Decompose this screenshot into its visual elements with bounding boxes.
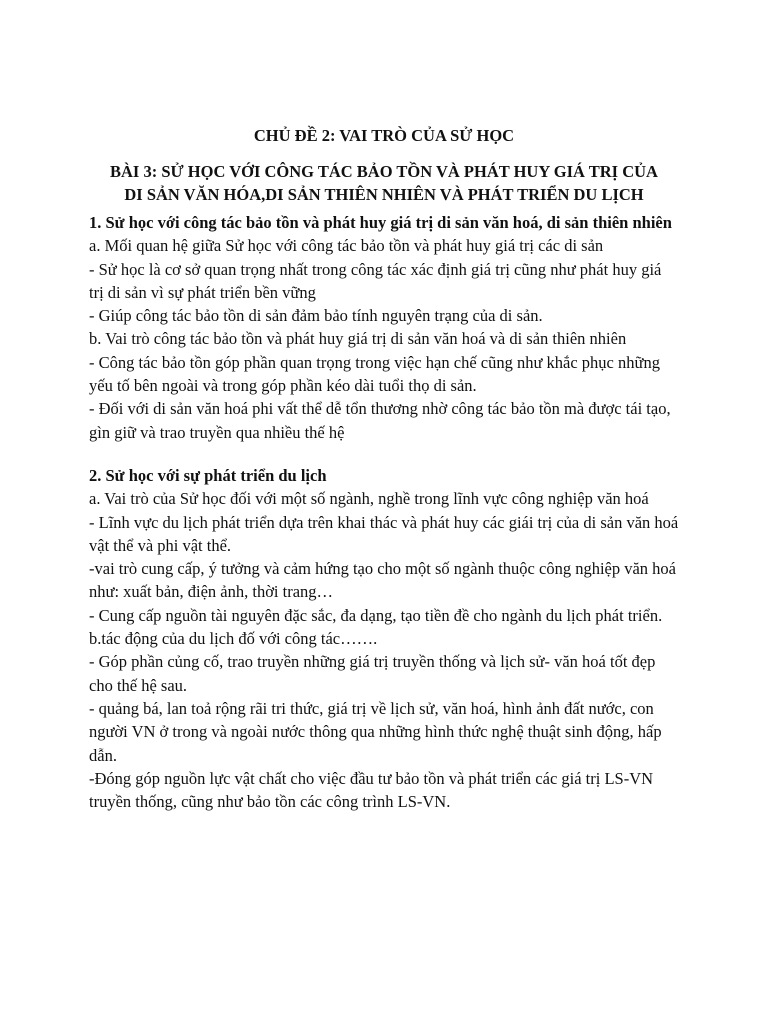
section2-paragraph: b.tác động của du lịch đố với công tác……. (89, 629, 378, 649)
section2-paragraph: - Góp phần củng cố, trao truyền những giá trị truyền thống và lịch sử- văn hoá tốt đẹp cho thế hệ sau. (89, 652, 656, 695)
section2-heading: 2. Sử học với sự phát triển du lịch (89, 465, 327, 485)
document-body (89, 211, 679, 813)
lesson-title-line1: BÀI 3: SỬ HỌC VỚI CÔNG TÁC BẢO TỒN VÀ PHÁT HUY GIÁ TRỊ CỦA (110, 162, 658, 181)
section1-heading: 1. Sử học với công tác bảo tồn và phát huy giá trị di sản văn hoá, di sản thiên nhiên (89, 213, 672, 232)
section1-paragraph: - Đối với di sản văn hoá phi vất thể dễ tổn thương nhờ công tác bảo tồn mà được tái tạo, gìn giữ và trao truyền qua nhiều thế hệ (89, 399, 671, 442)
lesson-title-line2: DI SẢN VĂN HÓA,DI SẢN THIÊN NHIÊN VÀ PHÁT TRIỂN DU LỊCH (124, 185, 644, 204)
section1-paragraph: b. Vai trò công tác bảo tồn và phát huy giá trị di sản văn hoá và di sản thiên nhiên (89, 329, 627, 349)
section-spacer (89, 444, 679, 464)
section2-paragraph: a. Vai trò của Sử học đối với một số ngành, nghề trong lĩnh vực công nghiệp văn hoá (89, 489, 649, 509)
lesson-title (89, 160, 679, 206)
section2-paragraph: -vai trò cung cấp, ý tưởng và cảm hứng tạo cho một số ngành thuộc công nghiệp văn hoá như: xuất bản, điện ảnh, thời trang… (89, 559, 677, 602)
section1-paragraph: - Giúp công tác bảo tồn di sản đảm bảo tính nguyên trạng của di sản. (89, 306, 543, 326)
section2-paragraph: - quảng bá, lan toả rộng rãi tri thức, giá trị về lịch sử, văn hoá, hình ảnh đất nước, con người VN ở trong và ngoài nước thông qua những hình thức nghệ thuật sinh động, hấp dẫn. (89, 698, 662, 765)
section2-paragraph: - Cung cấp nguồn tài nguyên đặc sắc, đa dạng, tạo tiền đề cho ngành du lịch phát triển. (89, 605, 663, 625)
section2-paragraph: - Lĩnh vực du lịch phát triển dựa trên khai thác và phát huy các giái trị của di sản văn hoá vật thể và phi vật thể. (89, 512, 679, 555)
section2-paragraph: -Đóng góp nguồn lực vật chất cho việc đầu tư bảo tồn và phát triển các giá trị LS-VN truyền thống, cũng như bảo tồn các công trình LS-VN. (89, 768, 654, 812)
section1-paragraph: a. Mối quan hệ giữa Sử học với công tác bảo tồn và phát huy giá trị các di sản (89, 236, 604, 256)
topic-title: CHỦ ĐỀ 2: VAI TRÒ CỦA SỬ HỌC (253, 126, 515, 145)
section1-paragraph: - Công tác bảo tồn góp phần quan trọng trong việc hạn chế cũng như khắc phục những yếu tố bên ngoài và trong góp phần kéo dài tuổi thọ di sản. (89, 352, 660, 396)
section1-paragraph: - Sử học là cơ sở quan trọng nhất trong công tác xác định giá trị cũng như phát huy giá trị di sản vì sự phát triển bền vững (89, 259, 662, 302)
